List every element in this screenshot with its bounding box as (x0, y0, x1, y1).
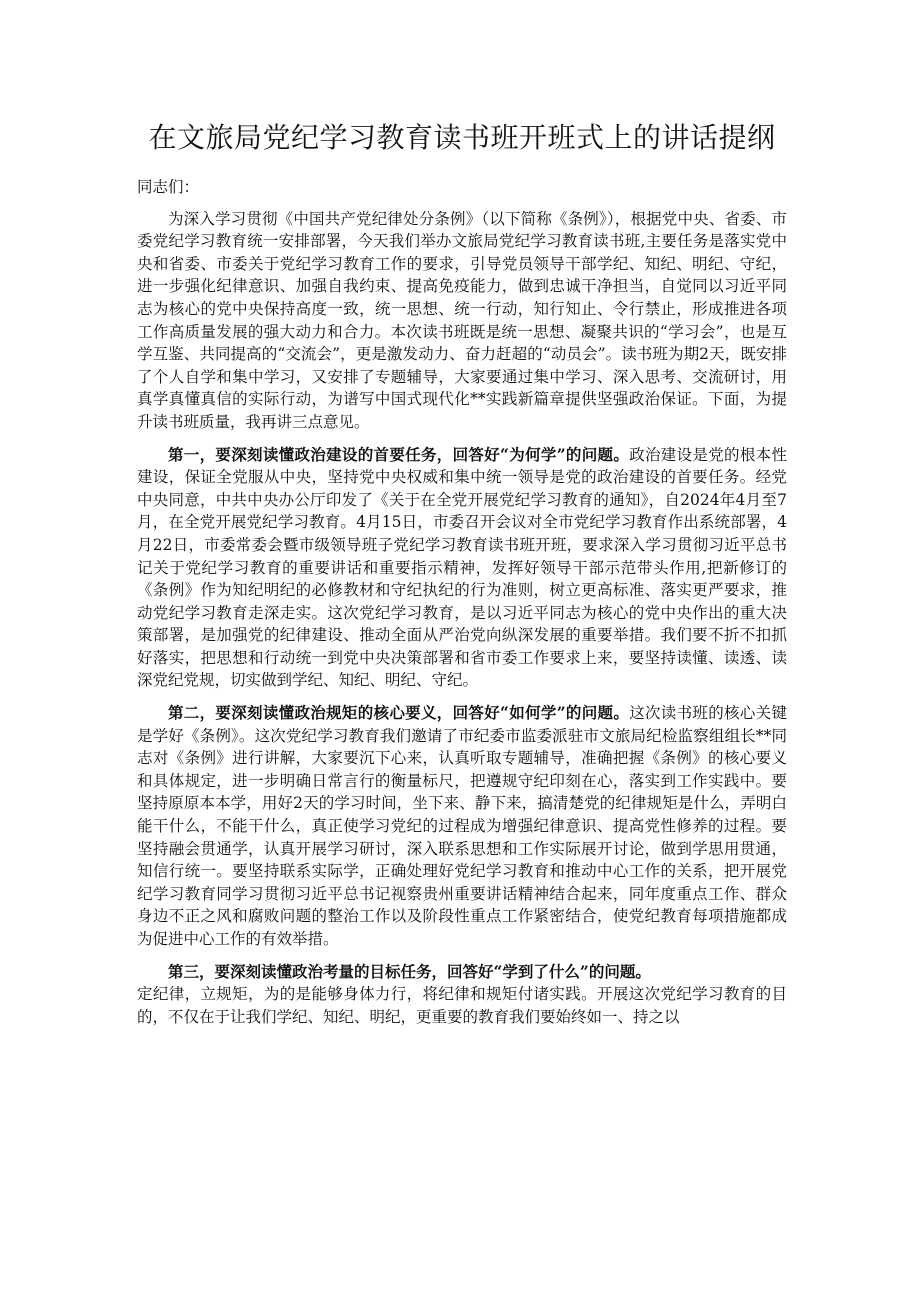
section-2-paragraph (137, 702, 787, 951)
section-3-body: 定纪律，立规矩，为的是能够身体力行，将纪律和规矩付诸实践。开展这次党纪学习教育的目的，不仅在于让我们学纪、知纪、明纪，更重要的教育我们要始终如一、持之以 (137, 985, 787, 1026)
section-2-body: 这次读书班的核心关键是学好《条例》。这次党纪学习教育我们邀请了市纪委市监委派驻市文旅局纪检监察组组长**同志对《条例》进行讲解，大家要沉下心来，认真听取专题辅导，准确把握《条例》的核心要义和具体规定，进一步明确日常言行的衡量标尺，把遵规守纪印刻在心，落实到工作实践中。要坚持原原本本学，用好2天的学习时间，坐下来、静下来，搞清楚党的纪律规矩是什么，弄明白能干什么，不能干什么，真正使学习党纪的过程成为增强纪律意识、提高党性修养的过程。要坚持融会贯通学，认真开展学习研讨，深入联系思想和工作实际展开讨论，做到学思用贯通，知信行统一。要坚持联系实际学，正确处理好党纪学习教育和推动中心工作的关系，把开展党纪学习教育同学习贯彻习近平总书记视察贵州重要讲话精神结合起来，同年度重点工作、群众身边不正之风和腐败问题的整治工作以及阶段性重点工作紧密结合，使党纪教育每项措施都成为促进中心工作的有效举措。 (137, 704, 787, 948)
document-page (137, 118, 787, 1038)
section-3-heading: 第三，要深刻读懂政治考量的目标任务，回答好“学到了什么”的问题。 (168, 961, 651, 981)
section-1-body: 政治建设是党的根本性建设，保证全党服从中央，坚持党中央权威和集中统一领导是党的政治建设的首要任务。经党中央同意，中共中央办公厅印发了《关于在全党开展党纪学习教育的通知》，自2024年4月至7月，在全党开展党纪学习教育。4月15日，市委召开会议对全市党纪学习教育作出系统部署，4月22日，市委常委会暨市级领导班子党纪学习教育读书班开班，要求深入学习贯彻习近平总书记关于党纪学习教育的重要讲话和重要指示精神，发挥好领导干部示范带头作用,把新修订的《条例》作为知纪明纪的必修教材和守纪执纪的行为准则，树立更高标准、落实更严要求，推动党纪学习教育走深走实。这次党纪学习教育，是以习近平同志为核心的党中央作出的重大决策部署，是加强党的纪律建设、推动全面从严治党向纵深发展的重要举措。我们要不折不扣抓好落实，把思想和行动统一到党中央决策部署和省市委工作要求上来，要坚持读懂、读透、读深党纪党规，切实做到学纪、知纪、明纪、守纪。 (137, 445, 787, 690)
section-2-heading: 第二，要深刻读懂政治规矩的核心要义，回答好“如何学”的问题。 (168, 703, 630, 723)
section-1-paragraph (137, 444, 787, 693)
document-title: 在文旅局党纪学习教育读书班开班式上的讲话提纲 (148, 121, 776, 154)
intro-paragraph: 为深入学习贯彻《中国共产党纪律处分条例》（以下简称《条例》），根据党中央、省委、市委党纪学习教育统一安排部署，今天我们举办文旅局党纪学习教育读书班,主要任务是落实党中央和省委、市委关于党纪学习教育工作的要求，引导党员领导干部学纪、知纪、明纪、守纪，进一步强化纪律意识、加强自我约束、提高免疫能力，做到忠诚干净担当，自觉同以习近平同志为核心的党中央保持高度一致，统一思想、统一行动，知行知止、令行禁止，形成推进各项工作高质量发展的强大动力和合力。本次读书班既是统一思想、凝聚共识的“学习会”，也是互学互鉴、共同提高的“交流会”，更是激发动力、奋力赶超的“动员会”。读书班为期2天，既安排了个人自学和集中学习，又安排了专题辅导，大家要通过集中学习、深入思考、交流研讨，用真学真懂真信的实际行动，为谱写中国式现代化**实践新篇章提供坚强政治保证。下面，为提升读书班质量，我再讲三点意见。 (137, 209, 787, 431)
salutation: 同志们： (137, 178, 200, 196)
section-3-paragraph (137, 961, 787, 984)
section-1-heading: 第一，要深刻读懂政治建设的首要任务，回答好“为何学”的问题。 (168, 444, 630, 464)
